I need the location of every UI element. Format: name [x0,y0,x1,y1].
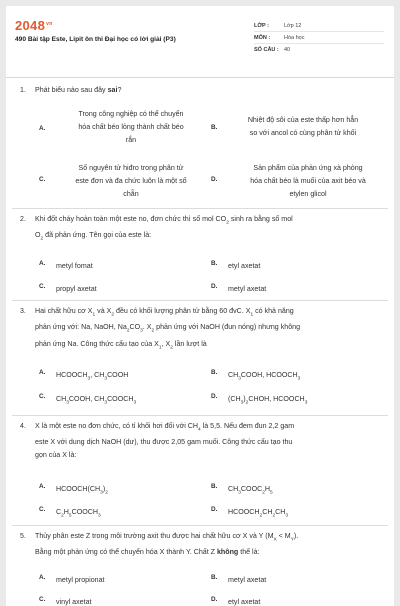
option-d[interactable]: D. etyl axetat [211,596,261,606]
page-header [6,6,394,78]
option-c[interactable]: C. $CH_3COOH$, $CH_3COOCH_3$ [39,393,137,406]
document-meta [254,20,384,56]
meta-row-count [254,44,384,56]
question-2 [6,213,394,301]
option-b[interactable]: B. metyl axetat [211,574,267,584]
meta-row-subject [254,32,384,44]
meta-value: 40 [284,47,291,53]
option-c[interactable]: C. vinyl axetat [39,596,92,606]
option-c[interactable]: C. propyl axetat [39,283,97,293]
divider [12,525,388,526]
option-b[interactable]: B. $CH_3COOC_2H_5$ [211,483,273,496]
question-5 [6,530,394,606]
option-a[interactable]: A. metyl propionat [39,574,105,584]
document-title: 490 Bài tập Este, Lipit ôn thi Đại học có lời giải (P3) [15,36,176,43]
option-a[interactable]: A. metyl fomat [39,260,93,270]
divider [12,415,388,416]
question-stem: 5. Thủy phân este Z trong môi trường axit thu được hai chất hữu cơ X và Y $(M_X < M_Y)$. Bằng một phản ứng có thể chuyển hóa X thành Y. Chất Z không thể là: [20,532,299,557]
question-number: 3. [20,308,26,315]
option-c[interactable]: C. $C_2H_5COOCH_3$ [39,506,101,519]
divider [12,208,388,209]
meta-key: MÔN : [254,34,271,41]
question-number: 1. [20,87,26,94]
meta-row-class [254,20,384,32]
question-stem: 4. X là một este no đơn chức, có tỉ khối hơi đối với $CH_4$ là 5,5. Nếu đem đun 2,2 gam este X với dung dịch NaOH (dư), thu được 2,05 gam muối. Công thức cấu tạo thu gọn của X là: [20,422,295,460]
document-page [6,6,394,606]
meta-value: Hóa học [284,34,305,41]
question-number: 5. [20,533,26,540]
site-logo[interactable]: $2048^{vn}$ [15,18,53,33]
option-a[interactable]: A. $HCOOCH_3$, $CH_3COOH$ [39,369,129,382]
option-d[interactable]: D. $(CH_3)_2CHOH$, $HCOOCH_3$ [211,393,308,406]
question-number: 4. [20,423,26,430]
question-stem: 1. Phát biểu nào sau đây sai? [6,84,394,97]
divider [12,300,388,301]
option-b[interactable]: B. etyl axetat [211,260,261,270]
option-a[interactable]: A. $HCOOCH(CH_3)_2$ [39,483,108,496]
option-d[interactable]: D. $HCOOCH_2CH_2CH_3$ [211,506,289,519]
question-4 [6,420,394,524]
question-number: 2. [20,216,26,223]
question-stem: 3. Hai chất hữu cơ $X_1$ và $X_2$ đều có khối lượng phân tử bằng 60 đvC. $X_1$ có khả năng phản ứng với: Na, NaOH, $Na_2CO_3$. $X_2$ phản ứng với NaOH (đun nóng) nhưng không phản ứng Na. Công thức cấu tạo của $X_1$, $X_2$ lần lượt là [20,307,301,351]
question-stem: 2. Khi đốt cháy hoàn toàn một este no, đơn chức thì số mol $CO_2$ sinh ra bằng số mol $O_2$ đã phản ứng. Tên gọi của este là: [20,215,293,242]
option-d[interactable]: D. metyl axetat [211,283,267,293]
meta-key: SỐ CÂU : [254,47,279,53]
question-1: 1. Phát biểu nào sau đây sai? A. Trong công nghiệp có thể chuyển hóa chất béo lỏng thành chất béo rắn B. Nhiệt độ sôi của este thấp hơn hẳn so với ancol có cùng phân tử khối C. Số nguyên tử hiđro trong phân tử este đơn và đa chức luôn là một số chẵn D. Sản phẩm của phản ứng xà phòng hóa chất béo là muối của axit béo và etylen glicol [6,84,394,210]
meta-key: LỚP : [254,22,269,29]
meta-value: Lớp 12 [284,22,302,29]
question-3 [6,305,394,415]
option-b[interactable]: B. $CH_3COOH$, $HCOOCH_3$ [211,369,301,382]
